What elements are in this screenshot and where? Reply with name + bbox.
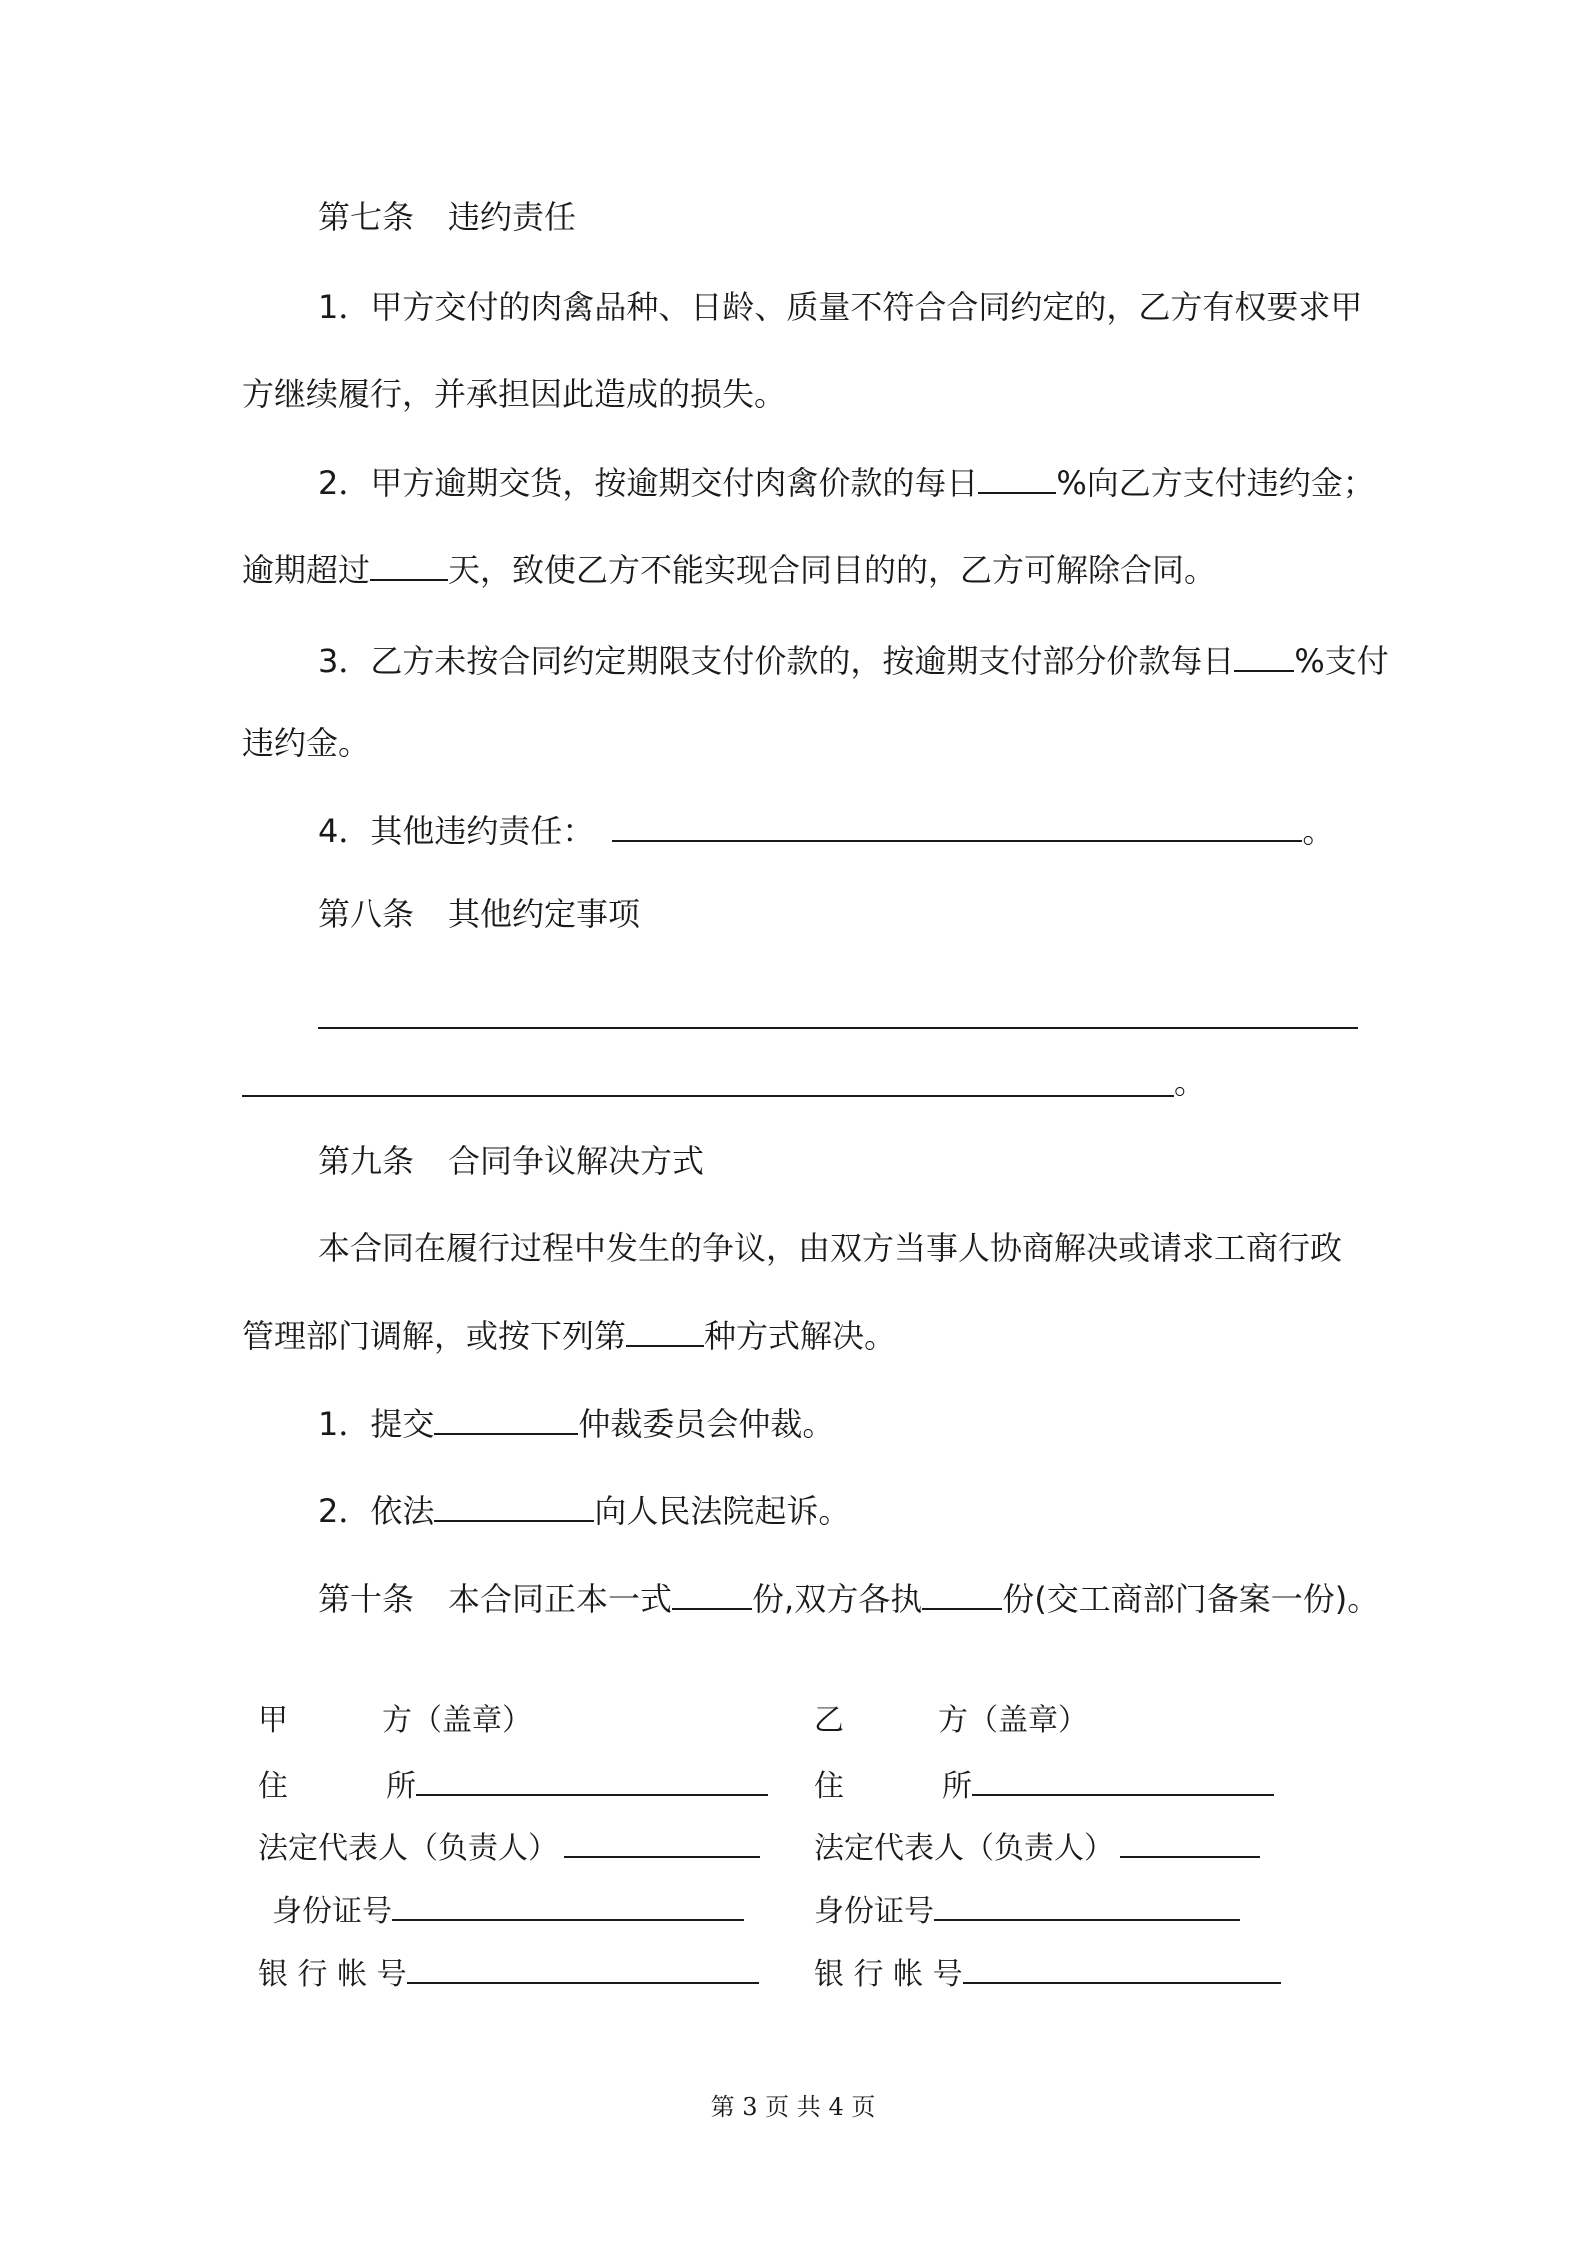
clause-7-3-line2: 违约金。 [242, 724, 371, 762]
other-matters-end-mark: 。 [1174, 1063, 1207, 1101]
late-payment-rate-blank[interactable] [1234, 640, 1294, 672]
article-number: 第九条 [318, 1142, 415, 1180]
other-matters-blank-1[interactable] [318, 1027, 1358, 1029]
clause-text: 本合同正本一式 [448, 1580, 673, 1618]
clause-text: 种方式解决。 [704, 1317, 897, 1355]
label: 住 [814, 1769, 844, 1804]
party-a-bank-field[interactable] [407, 1952, 759, 1984]
clause-text: 天，致使乙方不能实现合同目的的，乙方可解除合同。 [448, 551, 1217, 589]
party-b-id [814, 1889, 1240, 1929]
article-number: 第十条 [318, 1580, 415, 1618]
dispute-method-blank[interactable] [626, 1315, 704, 1347]
label: 身份证号 [814, 1894, 934, 1929]
article-7-heading [318, 197, 576, 237]
clause-text: 份(交工商部门备案一份)。 [1002, 1580, 1380, 1618]
article-10 [318, 1578, 1379, 1618]
arbitration-committee-blank[interactable] [434, 1403, 578, 1435]
article-9-heading [318, 1141, 704, 1181]
label: 法定代表人（负责人） [814, 1831, 1114, 1866]
clause-text: 3．乙方未按合同约定期限支付价款的，按逾期支付部分价款每日 [318, 642, 1235, 680]
clause-text: 逾期超过 [242, 551, 371, 589]
clause-text: 1．提交 [318, 1405, 435, 1443]
clause-text: 2．依法 [318, 1492, 435, 1530]
label: 银 行 帐 号 [814, 1957, 963, 1992]
party-a-legal-rep [258, 1826, 760, 1866]
clause-7-1-line2: 方继续履行，并承担因此造成的损失。 [242, 375, 787, 413]
article-9-body-line1: 本合同在履行过程中发生的争议，由双方当事人协商解决或请求工商行政 [318, 1229, 1343, 1267]
overdue-days-blank[interactable] [370, 549, 448, 581]
party-b-legal-rep-field[interactable] [1120, 1826, 1260, 1858]
clause-text: %向乙方支付违约金； [1056, 464, 1375, 502]
party-a-id [272, 1889, 744, 1929]
party-a-address [258, 1764, 768, 1804]
article-title: 合同争议解决方式 [448, 1142, 705, 1180]
clause-7-1-line1: 1．甲方交付的肉禽品种、日龄、质量不符合合同约定的，乙方有权要求甲 [318, 288, 1363, 326]
label: 所 [386, 1769, 416, 1804]
label: 银 行 帐 号 [258, 1957, 407, 1992]
party-a-legal-rep-field[interactable] [564, 1826, 760, 1858]
party-a-id-field[interactable] [392, 1889, 744, 1921]
label: 身份证号 [272, 1894, 392, 1929]
clause-text: 4．其他违约责任： [318, 812, 595, 850]
article-title: 违约责任 [448, 198, 577, 236]
party-a-name [258, 1701, 532, 1741]
other-liability-blank[interactable] [612, 810, 1302, 842]
court-blank[interactable] [434, 1490, 594, 1522]
party-b-name [814, 1701, 1088, 1741]
clause-text: %支付 [1294, 642, 1389, 680]
clause-9-1 [318, 1403, 834, 1443]
penalty-rate-blank[interactable] [978, 462, 1056, 494]
clause-text: 份,双方各执 [752, 1580, 923, 1618]
party-b-legal-rep [814, 1826, 1260, 1866]
page-number: 第 3 页 共 4 页 [710, 2093, 876, 2121]
other-matters-blank-2[interactable] [242, 1095, 1174, 1097]
clause-text: 。 [1302, 812, 1335, 850]
article-8-heading [318, 894, 640, 934]
clause-9-2 [318, 1490, 850, 1530]
party-a-address-field[interactable] [416, 1764, 768, 1796]
copies-each-blank[interactable] [922, 1578, 1002, 1610]
label: 所 [942, 1769, 972, 1804]
article-title: 其他约定事项 [448, 895, 641, 933]
party-b-bank [814, 1952, 1281, 1992]
clause-7-4 [318, 810, 1334, 850]
label: 甲 [258, 1703, 288, 1738]
label: 乙 [814, 1703, 844, 1738]
label: 住 [258, 1769, 288, 1804]
label: 方（盖章） [382, 1703, 532, 1738]
party-b-address-field[interactable] [972, 1764, 1274, 1796]
party-b-address [814, 1764, 1274, 1804]
label: 法定代表人（负责人） [258, 1831, 558, 1866]
party-a-bank [258, 1952, 759, 1992]
article-number: 第八条 [318, 895, 415, 933]
clause-7-3-line1 [318, 640, 1389, 680]
clause-7-2-line2 [242, 549, 1216, 589]
clause-text: 2．甲方逾期交货，按逾期交付肉禽价款的每日 [318, 464, 979, 502]
copies-total-blank[interactable] [672, 1578, 752, 1610]
party-b-id-field[interactable] [934, 1889, 1240, 1921]
article-9-body-line2 [242, 1315, 896, 1355]
clause-text: 向人民法院起诉。 [594, 1492, 851, 1530]
party-b-bank-field[interactable] [963, 1952, 1281, 1984]
clause-text: 管理部门调解，或按下列第 [242, 1317, 627, 1355]
article-number: 第七条 [318, 198, 415, 236]
clause-text: 仲裁委员会仲裁。 [578, 1405, 835, 1443]
label: 方（盖章） [938, 1703, 1088, 1738]
clause-7-2-line1 [318, 462, 1375, 502]
